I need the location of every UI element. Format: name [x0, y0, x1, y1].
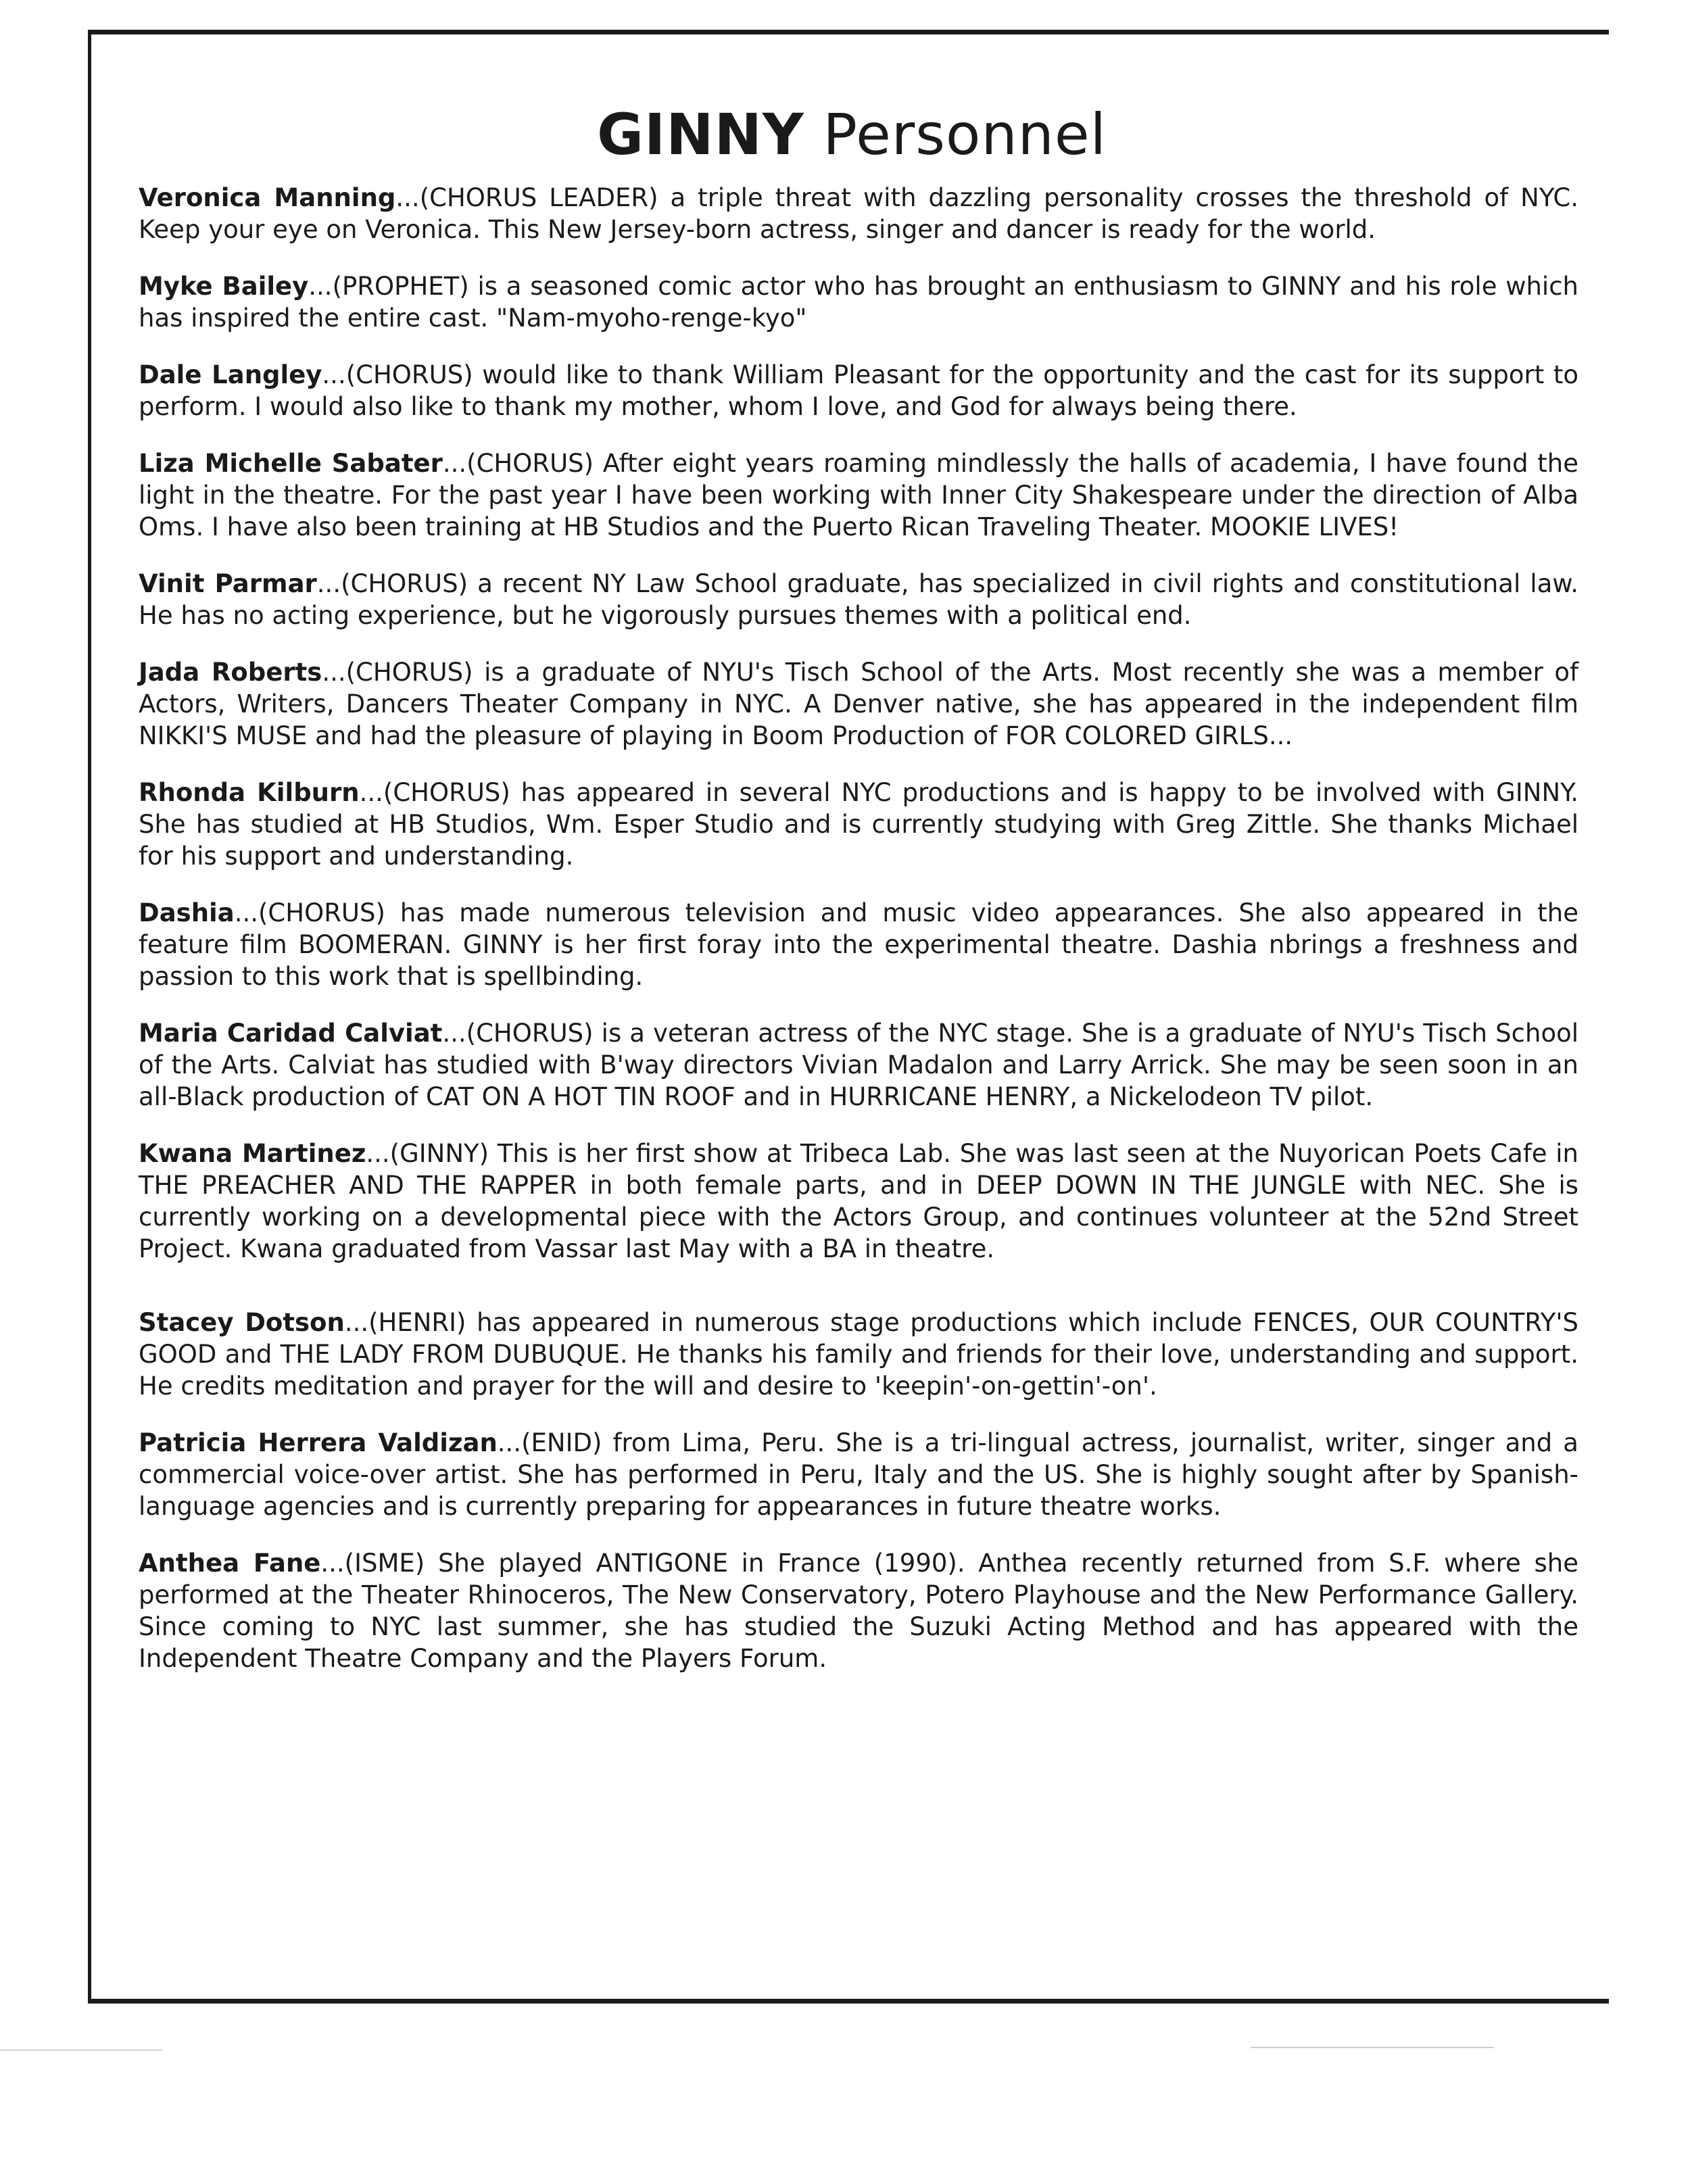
bio-text: ...(CHORUS) is a veteran actress of the NYC stage. She is a graduate of NYU's Tisch School of the Arts. Calviat has studied with B'way directors Vivian Madalon and Larry Arrick. She may be seen soon in an all-Black production of CAT ON A HOT TIN ROOF and in HURRICANE HENRY, a Nickelodeon TV pilot. — [139, 1019, 1578, 1111]
bio-text: ...(HENRI) has appeared in numerous stage productions which include FENCES, OUR COUNTRY'S GOOD and THE LADY FROM DUBUQUE. He thanks his family and friends for their love, understanding and support. He credits meditation and prayer for the will and desire to 'keepin'-on-gettin'-on'. — [139, 1308, 1578, 1401]
bio-name: Dale Langley — [139, 360, 322, 389]
bio-name: Jada Roberts — [139, 658, 322, 687]
scan-mark — [1251, 2047, 1494, 2048]
bio-text: ...(CHORUS) would like to thank William Pleasant for the opportunity and the cast for its support to perform. I would also like to thank my mother, whom I love, and God for always being there. — [139, 360, 1578, 421]
bio-text: ...(GINNY) This is her first show at Tribeca Lab. She was last seen at the Nuyorican Poets Cafe in THE PREACHER AND THE RAPPER in both female parts, and in DEEP DOWN IN THE JUNGLE with NEC. She is currently working on a developmental piece with the Actors Group, and continues volunteer at the 52nd Street Project. Kwana graduated from Vassar last May with a BA in theatre. — [139, 1139, 1578, 1263]
page-frame — [88, 30, 1609, 2004]
bio-name: Anthea Fane — [139, 1549, 321, 1578]
title-bold: GINNY — [597, 101, 804, 168]
bio-name: Kwana Martinez — [139, 1139, 366, 1168]
bio-text: ...(CHORUS) has appeared in several NYC productions and is happy to be involved with GINNY. She has studied at HB Studios, Wm. Esper Studio and is currently studying with Greg Zittle. She thanks Michael for his support and understanding. — [139, 778, 1578, 871]
bio-entry — [139, 777, 1578, 872]
bio-name: Dashia — [139, 898, 235, 927]
bio-text: ...(CHORUS) a recent NY Law School graduate, has specialized in civil rights and constitutional law. He has no acting experience, but he vigorously pursues themes with a political end. — [139, 569, 1579, 630]
bio-entry — [139, 1307, 1578, 1402]
bios-list — [139, 182, 1578, 1699]
page-title — [91, 101, 1612, 168]
title-rest: Personnel — [823, 101, 1107, 168]
bio-entry — [139, 359, 1578, 422]
bio-text: ...(ENID) from Lima, Peru. She is a tri-lingual actress, journalist, writer, singer and a commercial voice-over artist. She has performed in Peru, Italy and the US. She is highly sought after by Spanish-language agencies and is currently preparing for appearances in future theatre works. — [139, 1428, 1578, 1521]
bio-entry — [139, 182, 1578, 245]
bio-name: Vinit Parmar — [139, 569, 317, 598]
bio-name: Liza Michelle Sabater — [139, 449, 443, 478]
bio-name: Maria Caridad Calviat — [139, 1019, 443, 1048]
bio-name: Patricia Herrera Valdizan — [139, 1428, 498, 1457]
bio-text: ...(CHORUS) has made numerous television and music video appearances. She also appeared in the feature film BOOMERAN. GINNY is her first foray into the experimental theatre. Dashia nbrings a freshness and passion to this work that is spellbinding. — [139, 898, 1578, 991]
bio-text: ...(CHORUS LEADER) a triple threat with dazzling personality crosses the threshold of NYC. Keep your eye on Veronica. This New Jersey-born actress, singer and dancer is ready for the world. — [139, 183, 1578, 244]
bio-name: Veronica Manning — [139, 183, 396, 212]
bio-name: Stacey Dotson — [139, 1308, 345, 1337]
bio-entry — [139, 270, 1578, 334]
bio-entry — [139, 447, 1578, 543]
bio-name: Myke Bailey — [139, 272, 309, 301]
bio-entry — [139, 1427, 1578, 1522]
bio-text: ...(CHORUS) After eight years roaming mindlessly the halls of academia, I have found the light in the theatre. For the past year I have been working with Inner City Shakespeare under the direction of Alba Oms. I have also been training at HB Studios and the Puerto Rican Traveling Theater. MOOKIE LIVES! — [139, 449, 1578, 541]
bio-text: ...(CHORUS) is a graduate of NYU's Tisch School of the Arts. Most recently she was a member of Actors, Writers, Dancers Theater Company in NYC. A Denver native, she has appeared in the independent film NIKKI'S MUSE and had the pleasure of playing in Boom Production of FOR COLORED GIRLS... — [139, 658, 1578, 750]
bio-entry — [139, 1138, 1578, 1265]
bio-name: Rhonda Kilburn — [139, 778, 360, 807]
bio-entry — [139, 656, 1578, 752]
bio-entry — [139, 1547, 1578, 1674]
bio-text: ...(PROPHET) is a seasoned comic actor who has brought an enthusiasm to GINNY and his role which has inspired the entire cast. "Nam-myoho-renge-kyo" — [139, 272, 1578, 333]
bio-entry — [139, 568, 1578, 631]
bio-entry — [139, 1017, 1578, 1113]
bio-text: ...(ISME) She played ANTIGONE in France (1990). Anthea recently returned from S.F. where she performed at the Theater Rhinoceros, The New Conservatory, Potero Playhouse and the New Performance Gallery. Since coming to NYC last summer, she has studied the Suzuki Acting Method and has appeared with the Independent Theatre Company and the Players Forum. — [139, 1549, 1578, 1673]
bio-entry — [139, 897, 1578, 992]
scan-mark — [0, 2049, 162, 2051]
